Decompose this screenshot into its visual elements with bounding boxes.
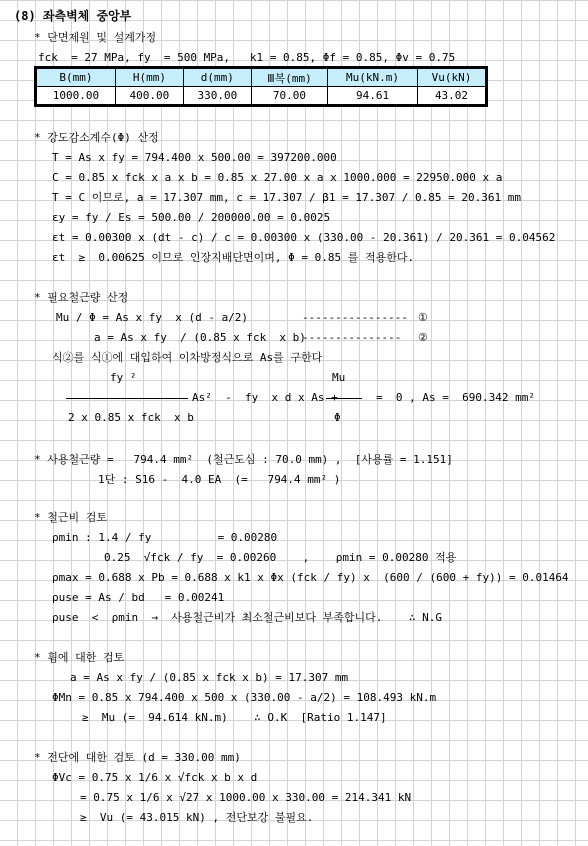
fraction-bar-right <box>326 398 362 399</box>
value-h: 400.00 <box>115 87 183 105</box>
quadratic-denominator-right: Φ <box>334 411 341 424</box>
used-rebar-heading: * 사용철근량 = 794.4 mm² (철근도심 : 70.0 mm) , [사용률 = 1.151] <box>34 453 453 466</box>
value-b: 1000.00 <box>37 87 116 105</box>
header-mu: Mu(kN.m) <box>328 69 418 87</box>
quadratic-denominator-left: 2 x 0.85 x fck x b <box>68 411 194 424</box>
tension-force-line: T = As x fy = 794.400 x 500.00 = 397200.000 <box>52 151 337 164</box>
fraction-bar-left <box>66 398 188 399</box>
required-rebar-heading: * 필요철근량 산정 <box>34 291 129 304</box>
rho-use-line: ρuse = As / bd = 0.00241 <box>52 591 225 604</box>
header-d: d(mm) <box>183 69 251 87</box>
quadratic-middle-term: As² - fy x d x As + <box>192 391 338 404</box>
quadratic-numerator-right: Mu <box>332 371 346 384</box>
flexure-heading: * 휨에 대한 검토 <box>34 651 125 664</box>
value-cover: 70.00 <box>251 87 327 105</box>
yield-strain-line: εy = fy / Es = 500.00 / 200000.00 = 0.0025 <box>52 211 331 224</box>
equation-2: a = As x fy / (0.85 x fck x b) <box>94 331 306 344</box>
header-h: H(mm) <box>115 69 183 87</box>
table-value-row <box>37 87 486 105</box>
rho-min-alt-line: 0.25 √fck / fy = 0.00260 , ρmin = 0.00280 적용 <box>104 551 457 564</box>
table-header-row <box>37 69 486 87</box>
neutral-axis-line: T = C 이므로, a = 17.307 mm, c = 17.307 / β1 = 17.307 / 0.85 = 20.361 mm <box>52 191 521 204</box>
rho-max-line: ρmax = 0.688 x Pb = 0.688 x k1 x Φx (fck / fy) x (600 / (600 + fy)) = 0.01464 <box>52 571 569 584</box>
value-mu: 94.61 <box>328 87 418 105</box>
quadratic-numerator-left: fy ² <box>110 371 137 384</box>
rebar-ratio-heading: * 철근비 검토 <box>34 511 107 524</box>
value-d: 330.00 <box>183 87 251 105</box>
section-data-table <box>36 68 486 105</box>
equation-2-number: ② <box>418 331 428 344</box>
compression-force-line: C = 0.85 x fck x a x b = 0.85 x 27.00 x a x 1000.000 = 22950.000 x a <box>52 171 503 184</box>
shear-check-result: ≥ Vu (= 43.015 kN) , 전단보강 불필요. <box>80 811 314 824</box>
tension-control-line: εt ≥ 0.00625 이므로 인장지배단면이며, Φ = 0.85 를 적용한다. <box>52 251 415 264</box>
shear-formula-line: ΦVc = 0.75 x 1/6 x √fck x b x d <box>52 771 258 784</box>
material-parameters: fck = 27 MPa, fy = 500 MPa, k1 = 0.85, Φf = 0.85, Φv = 0.75 <box>38 51 456 64</box>
value-vu: 43.02 <box>418 87 486 105</box>
equation-1-dashes: ---------------- <box>302 311 408 324</box>
equation-1-number: ① <box>418 311 428 324</box>
flexure-depth-line: a = As x fy / (0.85 x fck x b) = 17.307 mm <box>70 671 349 684</box>
section-title: (8) 좌측벽체 중앙부 <box>14 9 132 23</box>
header-cover: Ⅲ복(mm) <box>251 69 327 87</box>
shear-strength-line: = 0.75 x 1/6 x √27 x 1000.00 x 330.00 = 214.341 kN <box>80 791 412 804</box>
shear-heading: * 전단에 대한 검토 (d = 330.00 mm) <box>34 751 241 764</box>
rho-check-result: ρuse < ρmin → 사용철근비가 최소철근비보다 부족합니다. ∴ N.G <box>52 611 442 624</box>
equation-2-dashes: --------------- <box>302 331 402 344</box>
flexure-strength-line: ΦMn = 0.85 x 794.400 x 500 x (330.00 - a/2) = 108.493 kN.m <box>52 691 437 704</box>
phi-heading: * 강도감소계수(Φ) 산정 <box>34 131 159 144</box>
header-vu: Vu(kN) <box>418 69 486 87</box>
substitution-description: 식②를 식①에 대입하여 이차방정식으로 As를 구한다 <box>52 351 323 364</box>
equation-1: Mu / Φ = As x fy x (d - a/2) <box>56 311 249 324</box>
flexure-check-result: ≥ Mu (= 94.614 kN.m) ∴ O.K [Ratio 1.147] <box>82 711 387 724</box>
header-b: B(mm) <box>37 69 116 87</box>
quadratic-result: = 0 , As = 690.342 mm² <box>376 391 535 404</box>
design-assumption-heading: * 단면제원 및 설계가정 <box>34 31 157 44</box>
tensile-strain-line: εt = 0.00300 x (dt - c) / c = 0.00300 x (330.00 - 20.361) / 20.361 = 0.04562 <box>52 231 556 244</box>
rebar-layer-line: 1단 : S16 - 4.0 EA (= 794.4 mm² ) <box>98 473 341 486</box>
rho-min-line: ρmin : 1.4 / fy = 0.00280 <box>52 531 278 544</box>
